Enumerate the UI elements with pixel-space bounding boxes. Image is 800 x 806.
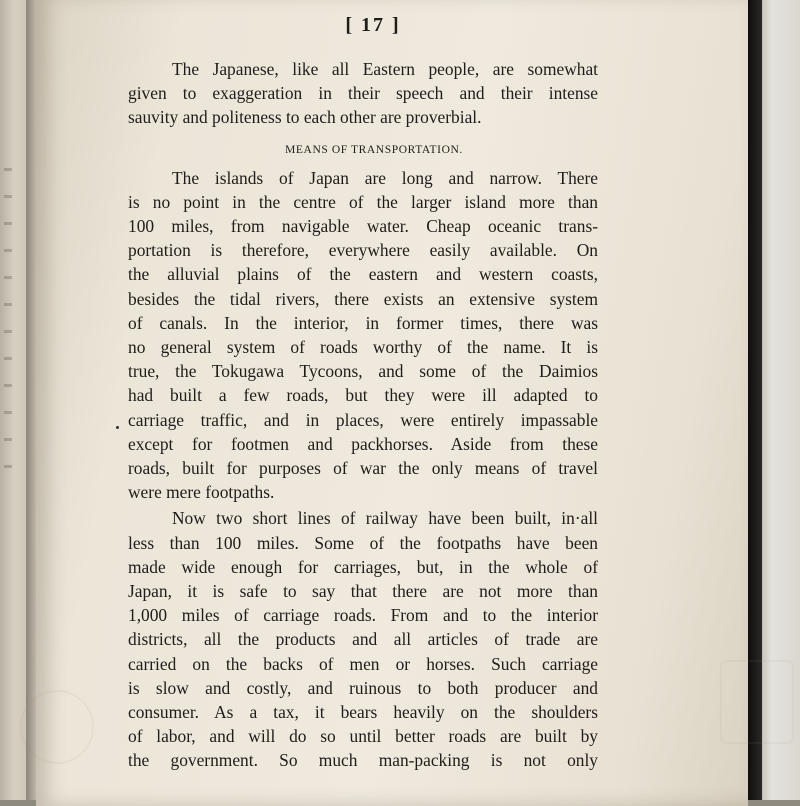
text-line: of labor, and will do so until better roads are built by [128,726,598,747]
text-line: is no point in the centre of the larger island more than [128,191,598,212]
text-line: the alluvial plains of the eastern and western coasts, [128,264,598,285]
page-text [128,14,598,773]
text-line: roads, built for purposes of war the only means of travel [128,458,598,479]
text-line: carriage traffic, and in places, were entirely impassable [128,409,598,430]
text-line: districts, all the products and all articles of trade are [128,629,598,650]
text-line: besides the tidal rivers, there exists an extensive system [128,288,598,309]
text-line: The Japanese, like all Eastern people, are somewhat [172,59,598,79]
margin-mark [116,426,119,429]
text-line: made wide enough for carriages, but, in the whole of [128,556,598,577]
text-line: of canals. In the interior, in former times, there was [128,312,598,333]
paragraph-2 [128,166,598,505]
paragraph-1 [128,57,598,130]
facing-page-text-fragments [4,150,12,480]
text-line: Now two short lines of railway have been built, in·all [172,508,598,529]
text-line: except for footmen and packhorses. Aside from these [128,433,598,454]
facing-page-edge [0,0,26,800]
watermark-seal-right [720,660,794,744]
text-line: less than 100 miles. Some of the footpaths have been [128,532,598,553]
section-heading: MEANS OF TRANSPORTATION. [285,143,463,156]
watermark-seal-left [20,690,94,764]
text-line: true, the Tokugawa Tycoons, and some of the Daimios [128,361,598,382]
text-line: The islands of Japan are long and narrow. There [172,167,598,188]
text-line: is slow and costly, and ruinous to both producer and [128,677,598,698]
text-line: were mere footpaths. [128,482,275,503]
page-number: [ 17 ] [345,14,401,36]
text-line: no general system of roads worthy of the name. It is [128,337,598,358]
text-line: carried on the backs of men or horses. Such carriage [128,653,598,674]
text-line: given to exaggeration in their speech and their intense [128,83,598,104]
text-line: 100 miles, from navigable water. Cheap oceanic trans- [128,216,598,237]
text-line: had built a few roads, but they were ill adapted to [128,385,598,406]
text-line: consumer. As a tax, it bears heavily on the shoulders [128,702,598,723]
text-line: 1,000 miles of carriage roads. From and to the interior [128,605,598,626]
text-line: portation is therefore, everywhere easily available. On [128,240,598,261]
text-line: the government. So much man-packing is not only [128,750,598,771]
paragraph-3 [128,506,598,772]
text-line: sauvity and politeness to each other are proverbial. [128,107,482,128]
text-line: Japan, it is safe to say that there are not more than [128,581,598,602]
